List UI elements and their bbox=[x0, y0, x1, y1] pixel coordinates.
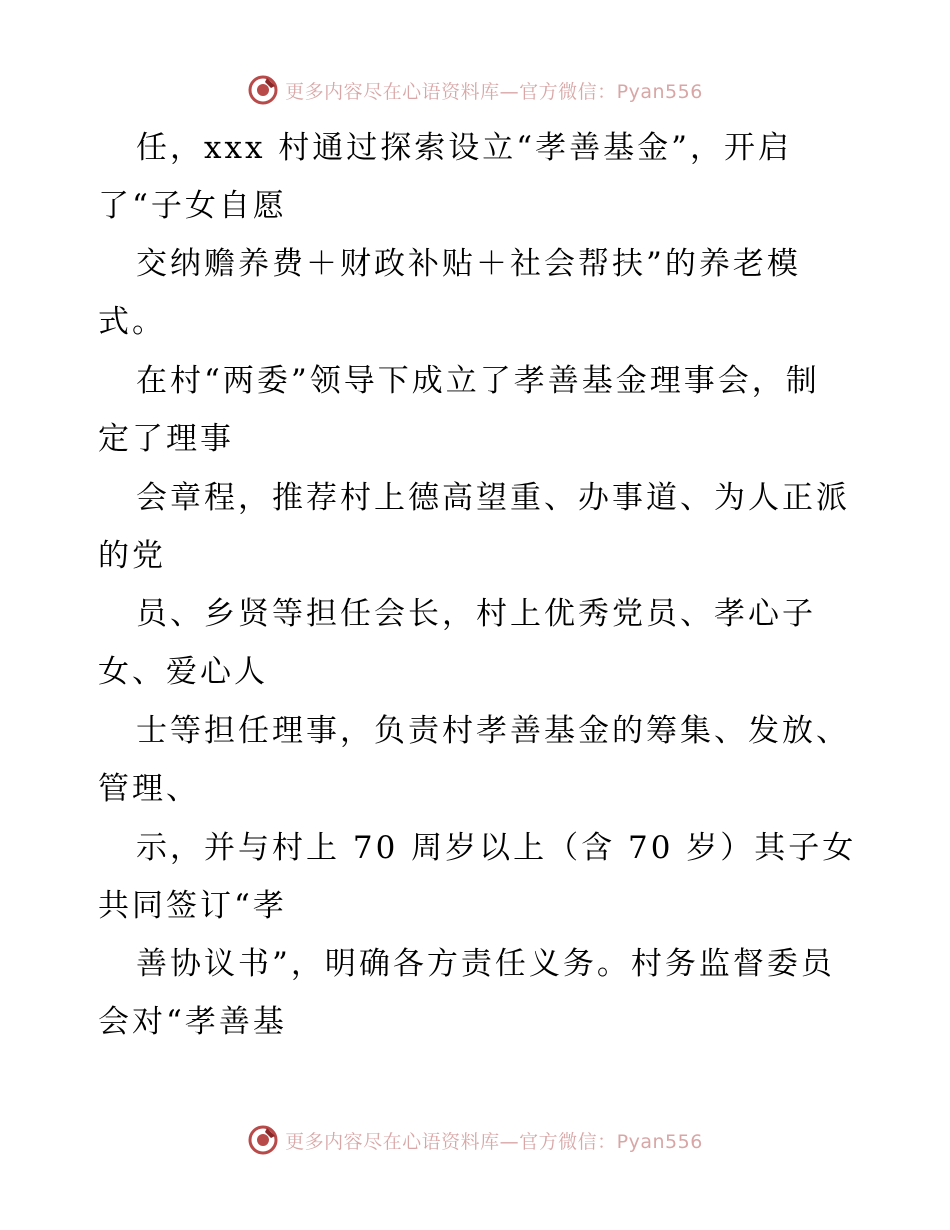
paragraph-line: 任，xxx 村通过探索设立“孝善基金”，开启 bbox=[136, 130, 792, 166]
paragraph-line: 了“子女自愿 bbox=[98, 188, 287, 224]
paragraph-line: 士等担任理事，负责村孝善基金的筹集、发放、 bbox=[136, 713, 850, 749]
watermark-logo-icon bbox=[247, 74, 279, 106]
paragraph-line: 女、爱心人 bbox=[98, 654, 268, 690]
paragraph-line: 在村“两委”领导下成立了孝善基金理事会，制 bbox=[136, 363, 820, 399]
watermark-header bbox=[0, 70, 950, 110]
paragraph-line: 善协议书”，明确各方责任义务。村务监督委员 bbox=[136, 946, 835, 982]
paragraph-line: 共同签订“孝 bbox=[98, 888, 287, 924]
paragraph-line: 管理、 bbox=[98, 771, 200, 807]
watermark-logo-icon bbox=[247, 1124, 279, 1156]
paragraph-line: 定了理事 bbox=[98, 421, 234, 457]
watermark-text: 更多内容尽在心语资料库—官方微信：Pyan556 bbox=[285, 80, 703, 103]
watermark-footer bbox=[0, 1120, 950, 1160]
paragraph-line: 式。 bbox=[98, 304, 166, 340]
paragraph-line: 会章程，推荐村上德高望重、办事道、为人正派 bbox=[136, 480, 850, 516]
paragraph-line: 示，并与村上 70 周岁以上（含 70 岁）其子女 bbox=[136, 830, 857, 866]
paragraph-line: 会对“孝善基 bbox=[98, 1004, 287, 1040]
watermark-text: 更多内容尽在心语资料库—官方微信：Pyan556 bbox=[285, 1130, 703, 1153]
paragraph-line: 交纳赡养费＋财政补贴＋社会帮扶”的养老模 bbox=[136, 246, 801, 282]
paragraph-line: 的党 bbox=[98, 538, 166, 574]
paragraph-line: 员、乡贤等担任会长，村上优秀党员、孝心子 bbox=[136, 596, 816, 632]
